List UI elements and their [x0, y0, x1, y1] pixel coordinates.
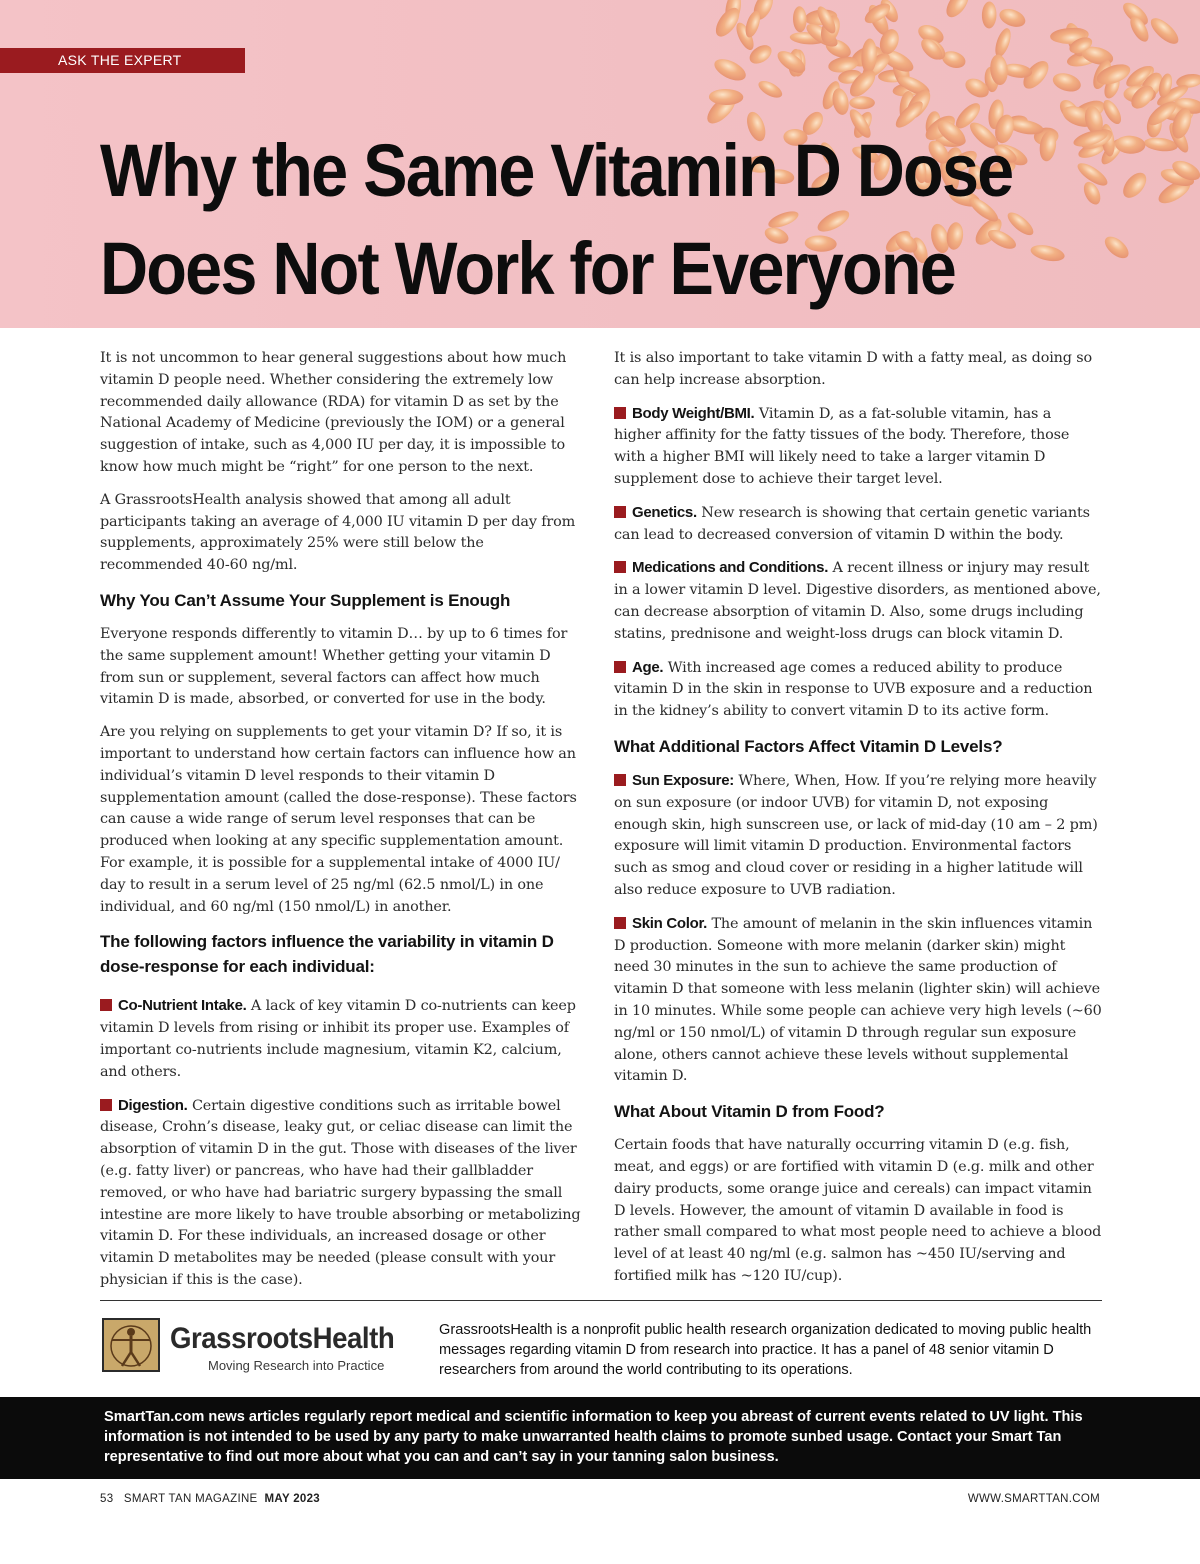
bullet-square-icon: [100, 1099, 112, 1111]
capsule-shape: [997, 6, 1028, 31]
capsule-shape: [1119, 169, 1151, 203]
bullet-square-icon: [614, 917, 626, 929]
magazine-name: SMART TAN MAGAZINE: [123, 1493, 258, 1505]
factor-digestion: [100, 1095, 588, 1292]
subheading: Why You Can’t Assume Your Supplement is Enough: [100, 590, 511, 610]
factor-text: A recent illness or injury may result in a lower vitamin D level. Digestive disorders, as mentioned above, can decrease absorption of vitamin D. Also, some drugs including statins, prednisone and weight-loss drugs can block vitamin D.: [614, 560, 1101, 642]
factor-text: The amount of melanin in the skin influences vitamin D production. Someone with more melanin (darker skin) might need 30 minutes in the sun to achieve the same production of vitamin D that someone with less melanin (lighter skin) will achieve in 10 minutes. While some people can achieve very high levels (~60 ng/ml or 150 nmol/L) of vitamin D through regular sun exposure alone, others cannot achieve these levels without supplemental vitamin D.: [614, 915, 1102, 1085]
subheading: What About Vitamin D from Food?: [614, 1102, 885, 1122]
header-banner: [0, 0, 1200, 328]
factor-text: A lack of key vitamin D co-nutrients can keep vitamin D levels from rising or inhibit its proper use. Examples of important co-nutrients include magnesium, vitamin K2, calcium, and others.: [100, 998, 576, 1080]
paragraph: Everyone responds differently to vitamin D… by up to 6 times for the same supplement amount! Whether getting your vitamin D from sun or supplement, several factors can affect how much vitamin D is made, absorbed, or converted for use in the body.: [100, 625, 568, 708]
factor-co-nutrient: [100, 995, 588, 1083]
article-title: [100, 122, 1072, 318]
factor-skin-color: [614, 913, 1102, 1088]
factor-genetics: [614, 502, 1102, 547]
vitruvian-man-icon: [102, 1318, 160, 1372]
paragraph: Certain foods that have naturally occurring vitamin D (e.g. fish, meat, and eggs) or are fortified with vitamin D (e.g. milk and other dairy products, some orange juice and cereals) can impact vitamin D levels. However, the amount of vitamin D available in food is rather small compared to what most people need to achieve a blood level of at least 40 ng/ml (e.g. salmon has ~450 IU/serving and fortified milk has ~120 IU/cup).: [614, 1137, 1102, 1284]
bullet-square-icon: [614, 561, 626, 573]
page-footer: [100, 1493, 1100, 1509]
capsule-shape: [982, 1, 997, 28]
factor-medications: [614, 557, 1102, 645]
capsule-shape: [756, 78, 785, 102]
logo-tagline: Moving Research into Practice: [208, 1358, 385, 1373]
factor-label: Skin Color.: [632, 914, 708, 932]
subheading: The following factors influence the variability in vitamin D dose-response for each individual:: [100, 932, 554, 977]
left-column: [100, 348, 588, 1303]
factor-text: Certain digestive conditions such as irritable bowel disease, Crohn’s disease, leaky gut, or celiac disease can limit the absorption of vitamin D in the gut. Those with diseases of the liver (e.g. fatty liver) or pancreas, who have had their gallbladder removed, or who have had bariatric surgery bypassing the small intestine are more likely to have trouble absorbing or metabolizing vitamin D. For these individuals, an increased dosage or other vitamin D metabolites may be needed (please consult with your physician if this is the case).: [100, 1097, 581, 1288]
issue-date: MAY 2023: [264, 1493, 321, 1505]
bullet-square-icon: [614, 661, 626, 673]
page-number: 53: [100, 1493, 114, 1505]
paragraph: It is also important to take vitamin D with a fatty meal, as doing so can help increase absorption.: [614, 350, 1093, 388]
capsule-shape: [709, 89, 744, 106]
factor-bmi: [614, 403, 1102, 491]
factor-label: Medications and Conditions.: [632, 559, 829, 577]
factor-text: Where, When, How. If you’re relying more heavily on sun exposure (or indoor UVB) for vitamin D, not exposing enough skin, high sunscreen use, or lack of mid-day (10 am – 2 pm) exposure will limit vitamin D production. Environmental factors such as smog and cloud cover or residing in a higher latitude will also reduce exposure to UVB radiation.: [614, 772, 1098, 898]
bullet-square-icon: [100, 999, 112, 1011]
bullet-square-icon: [614, 506, 626, 518]
factor-label: Genetics.: [632, 503, 697, 521]
factor-label: Digestion.: [118, 1096, 188, 1114]
grassrootshealth-logo: [100, 1316, 400, 1378]
subheading: What Additional Factors Affect Vitamin D Levels?: [614, 736, 1003, 756]
capsule-shape: [942, 0, 973, 21]
organization-description: GrassrootsHealth is a nonprofit public health research organization dedicated to moving public health messages regarding vitamin D from research into practice. It has a panel of 48 senior vitamin D researchers from around the world contributing to its operations.: [439, 1322, 1092, 1378]
capsule-shape: [992, 26, 1014, 59]
logo-name: GrassrootsHealth: [170, 1322, 395, 1355]
folio: [100, 1493, 320, 1505]
capsule-shape: [1101, 233, 1132, 263]
paragraph: Are you relying on supplements to get your vitamin D? If so, it is important to understand how certain factors can influence how an individual’s vitamin D level responds to their vitamin D supplementation amount (called the dose-response). These factors can cause a wide range of serum level responses that can be produced when looking at any specific supplementation amount. For example, it is possible for a supplemental intake of 4000 IU/ day to result in a serum level of 25 ng/ml (62.5 nmol/L) in one individual, and 60 ng/ml (150 nmol/L) in another.: [100, 724, 577, 915]
factor-label: Age.: [632, 658, 664, 676]
factor-text: New research is showing that certain genetic variants can lead to decreased conversion of vitamin D within the body.: [614, 504, 1090, 543]
bullet-square-icon: [614, 774, 626, 786]
divider: [100, 1300, 1102, 1301]
factor-label: Sun Exposure:: [632, 771, 734, 789]
website-link[interactable]: WWW.SMARTTAN.COM: [967, 1493, 1100, 1505]
factor-sun-exposure: [614, 770, 1102, 902]
right-column: [614, 348, 1102, 1299]
section-tag: ASK THE EXPERT: [0, 48, 245, 73]
capsule-shape: [1147, 14, 1183, 48]
bullet-square-icon: [614, 407, 626, 419]
capsule-shape: [793, 6, 807, 32]
factor-age: [614, 657, 1102, 723]
factor-text: Vitamin D, as a fat-soluble vitamin, has a higher affinity for the fatty tissues of the body. Therefore, those with a higher BMI will likely need to take a larger vitamin D supplement dose to achieve their target level.: [614, 405, 1070, 487]
paragraph: A GrassrootsHealth analysis showed that among all adult participants taking an average of 4,000 IU vitamin D per day from supplements, approximately 25% were still below the recommended 40-60 ng/ml.: [100, 491, 576, 574]
capsule-shape: [711, 55, 749, 85]
title-line-1: Why the Same Vitamin D Dose: [100, 129, 1013, 212]
title-line-2: Does Not Work for Everyone: [100, 227, 955, 310]
capsule-shape: [849, 96, 875, 109]
disclaimer-band: [0, 1397, 1200, 1479]
factor-label: Co-Nutrient Intake.: [118, 997, 247, 1015]
paragraph: It is not uncommon to hear general suggestions about how much vitamin D people need. Whether considering the extremely low recommended daily allowance (RDA) for vitamin D as set by the National Academy of Medicine (previously the IOM) or a general suggestion of intake, such as 4,000 IU per day, it is impossible to know how much might be “right” for one person to the next.: [100, 350, 567, 475]
disclaimer-text: SmartTan.com news articles regularly report medical and scientific information to keep you abreast of current events related to UV light. This information is not intended to be used by any party to make unwarranted health claims to promote sunbed usage. Contact your Smart Tan representative to find out more about what you can and can’t say in your tanning salon business.: [104, 1409, 1083, 1465]
capsule-shape: [1100, 97, 1125, 127]
factor-label: Body Weight/BMI.: [632, 404, 755, 422]
factor-text: With increased age comes a reduced ability to produce vitamin D in the skin in response to UVB exposure and a reduction in the kidney’s ability to convert vitamin D to its active form.: [614, 659, 1093, 720]
capsule-shape: [1051, 70, 1084, 95]
